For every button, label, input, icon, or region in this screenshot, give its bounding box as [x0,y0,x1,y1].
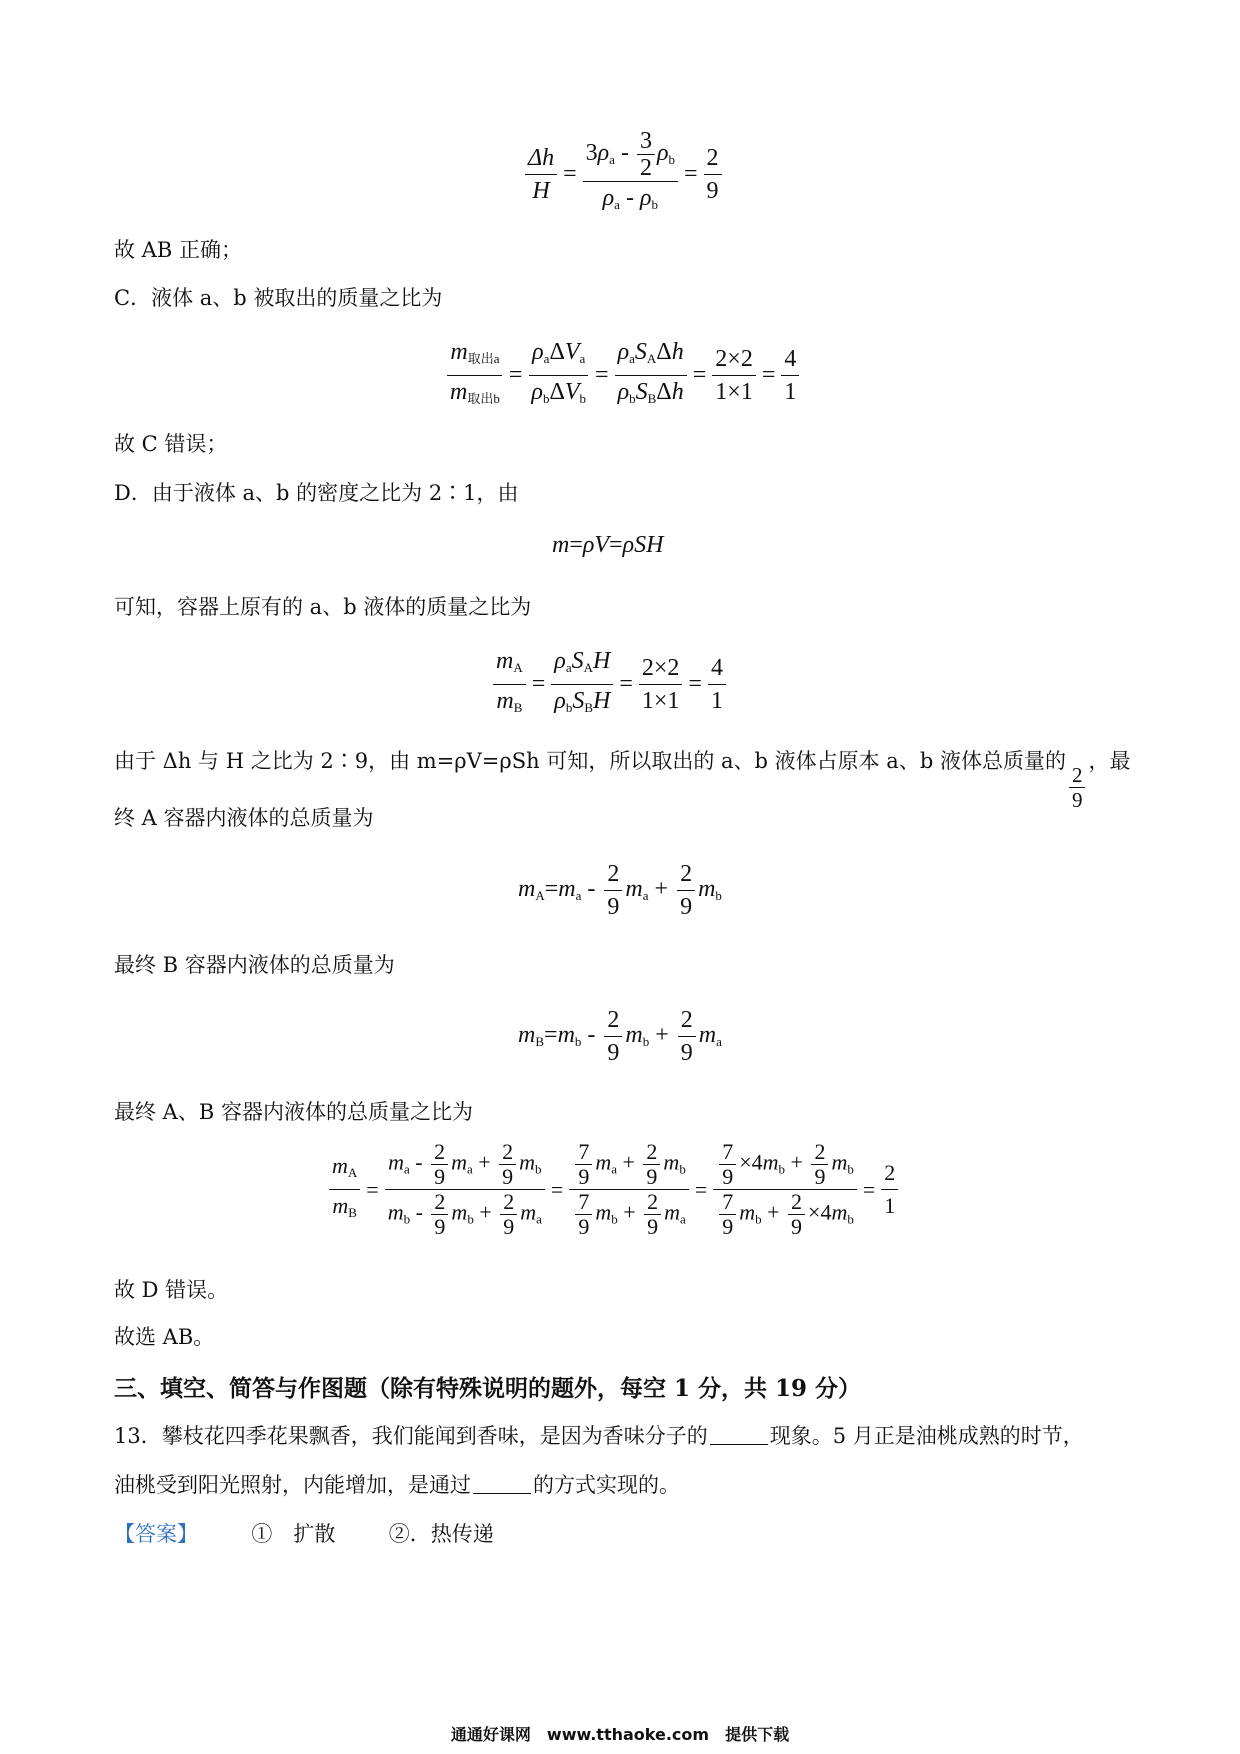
question-13-text-a: 13．攀枝花四季花果飘香，我们能闻到香味，是因为香味分子的 [114,1424,708,1448]
answer-1: ① 扩散 [251,1522,336,1546]
equation-final-mass-b: $m_B=m_b$ - $\frac{2}{9}$ $m_b$ + $\frac{2}{9}$ $m_a$ [518,1004,722,1069]
text-choose-ab: 故选 AB。 [114,1325,215,1349]
answer-label: 【答案】 [114,1522,198,1546]
text-c-intro: C．液体 a、b 被取出的质量之比为 [114,286,443,310]
question-13-text-d: 的方式实现的。 [533,1473,680,1497]
footer-watermark: 通通好课网 www.tthaoke.com 提供下载 [450,1725,790,1744]
text-removed-fraction-main: 由于 Δh 与 H 之比为 2∶9，由 m=ρV=ρSh 可知，所以取出的 a、b 液体占原本 a、b 液体总质量的 [114,749,1066,773]
text-original-mass: 可知，容器上原有的 a、b 液体的质量之比为 [114,595,532,619]
equation-mass-formula: m=ρV=ρSH [552,532,664,558]
question-13-text-c: 油桃受到阳光照射，内能增加，是通过 [114,1473,471,1497]
text-d-intro: D．由于液体 a、b 的密度之比为 2∶1，由 [114,481,519,505]
text-d-wrong: 故 D 错误。 [114,1278,229,1302]
question-13-line-1 [114,1421,1084,1451]
text-final-ratio-intro: 最终 A、B 容器内液体的总质量之比为 [114,1100,473,1124]
equation-original-mass-ratio: $\frac{m_A}{m_B}$ = $\frac{\rho_aS_AH}{\rho_bS_BH}$ = $\frac{2\times 2}{1\times 1}$ = $\frac{4}{1}$ [490,645,729,724]
answer-line [114,1519,494,1549]
equation-final-mass-ratio: $\frac{m_A}{m_B}$ = $m_a$ - $\frac{2}{9}$ $m_a$ + $\frac{2}{9}$ $m_b$ $m_b$ - $\frac{2}{9}$ $m_b$ + $\frac{2}{9}$ $m_a$ = $\frac{7}{9}$ $m_a$ + $\frac{2}{9}$ $m_b$ $\frac{7}{9}$ $m_b$ + $\frac{2}{9}$ $m_a$ = $\frac{7}{9}$ $\times 4m_b$ + $\frac{2}{9}$ $m_b$ $\frac{7}{9}$ $m_b$ + $\frac{2}{9}$ $\times 4m_b$ = $\frac{2}{1}$ [326,1140,901,1239]
text-ab-correct: 故 AB 正确； [114,238,242,262]
equation-removed-mass-ratio: $\frac{m_{取出a}}{m_{取出b}}$ = $\frac{\rho_a\Delta V_a}{\rho_b\Delta V_b}$ = $\frac{\rho_aS_A\Delta h}{\rho_bS_B\Delta h}$ = $\frac{2\times 2}{1\times 1}$ = $\frac{4}{1}$ [444,336,802,415]
question-13-text-b: 现象。5 月正是油桃成熟的时节， [769,1424,1084,1448]
answer-2: ②．热传递 [388,1522,494,1546]
answer-blank-2 [473,1471,531,1494]
text-final-a-intro: 终 A 容器内液体的总质量为 [114,806,374,830]
question-13-line-2 [114,1470,680,1500]
equation-dh-over-h: $\frac{\Delta h}{H}$ = $3\rho_a$ - $\frac{3}{2}$ $\rho_b$ $\rho_a - \rho_b$ = $\frac{2}{9}$ [522,128,725,221]
section-heading: 三、填空、简答与作图题（除有特殊说明的题外，每空 1 分，共 19 分） [114,1375,862,1402]
text-c-wrong: 故 C 错误； [114,432,228,456]
answer-blank-1 [710,1422,768,1445]
text-final-b-intro: 最终 B 容器内液体的总质量为 [114,953,395,977]
text-removed-fraction: 由于 Δh 与 H 之比为 2∶9，由 m=ρV=ρSh 可知，所以取出的 a、b 液体占原本 a、b 液体总质量的 $\frac{2}{9}$ ，最 [114,749,1131,812]
text-removed-fraction-end: ，最 [1088,749,1131,773]
equation-final-mass-a: $m_A=m_a$ - $\frac{2}{9}$ $m_a$ + $\frac{2}{9}$ $m_b$ [518,858,722,923]
